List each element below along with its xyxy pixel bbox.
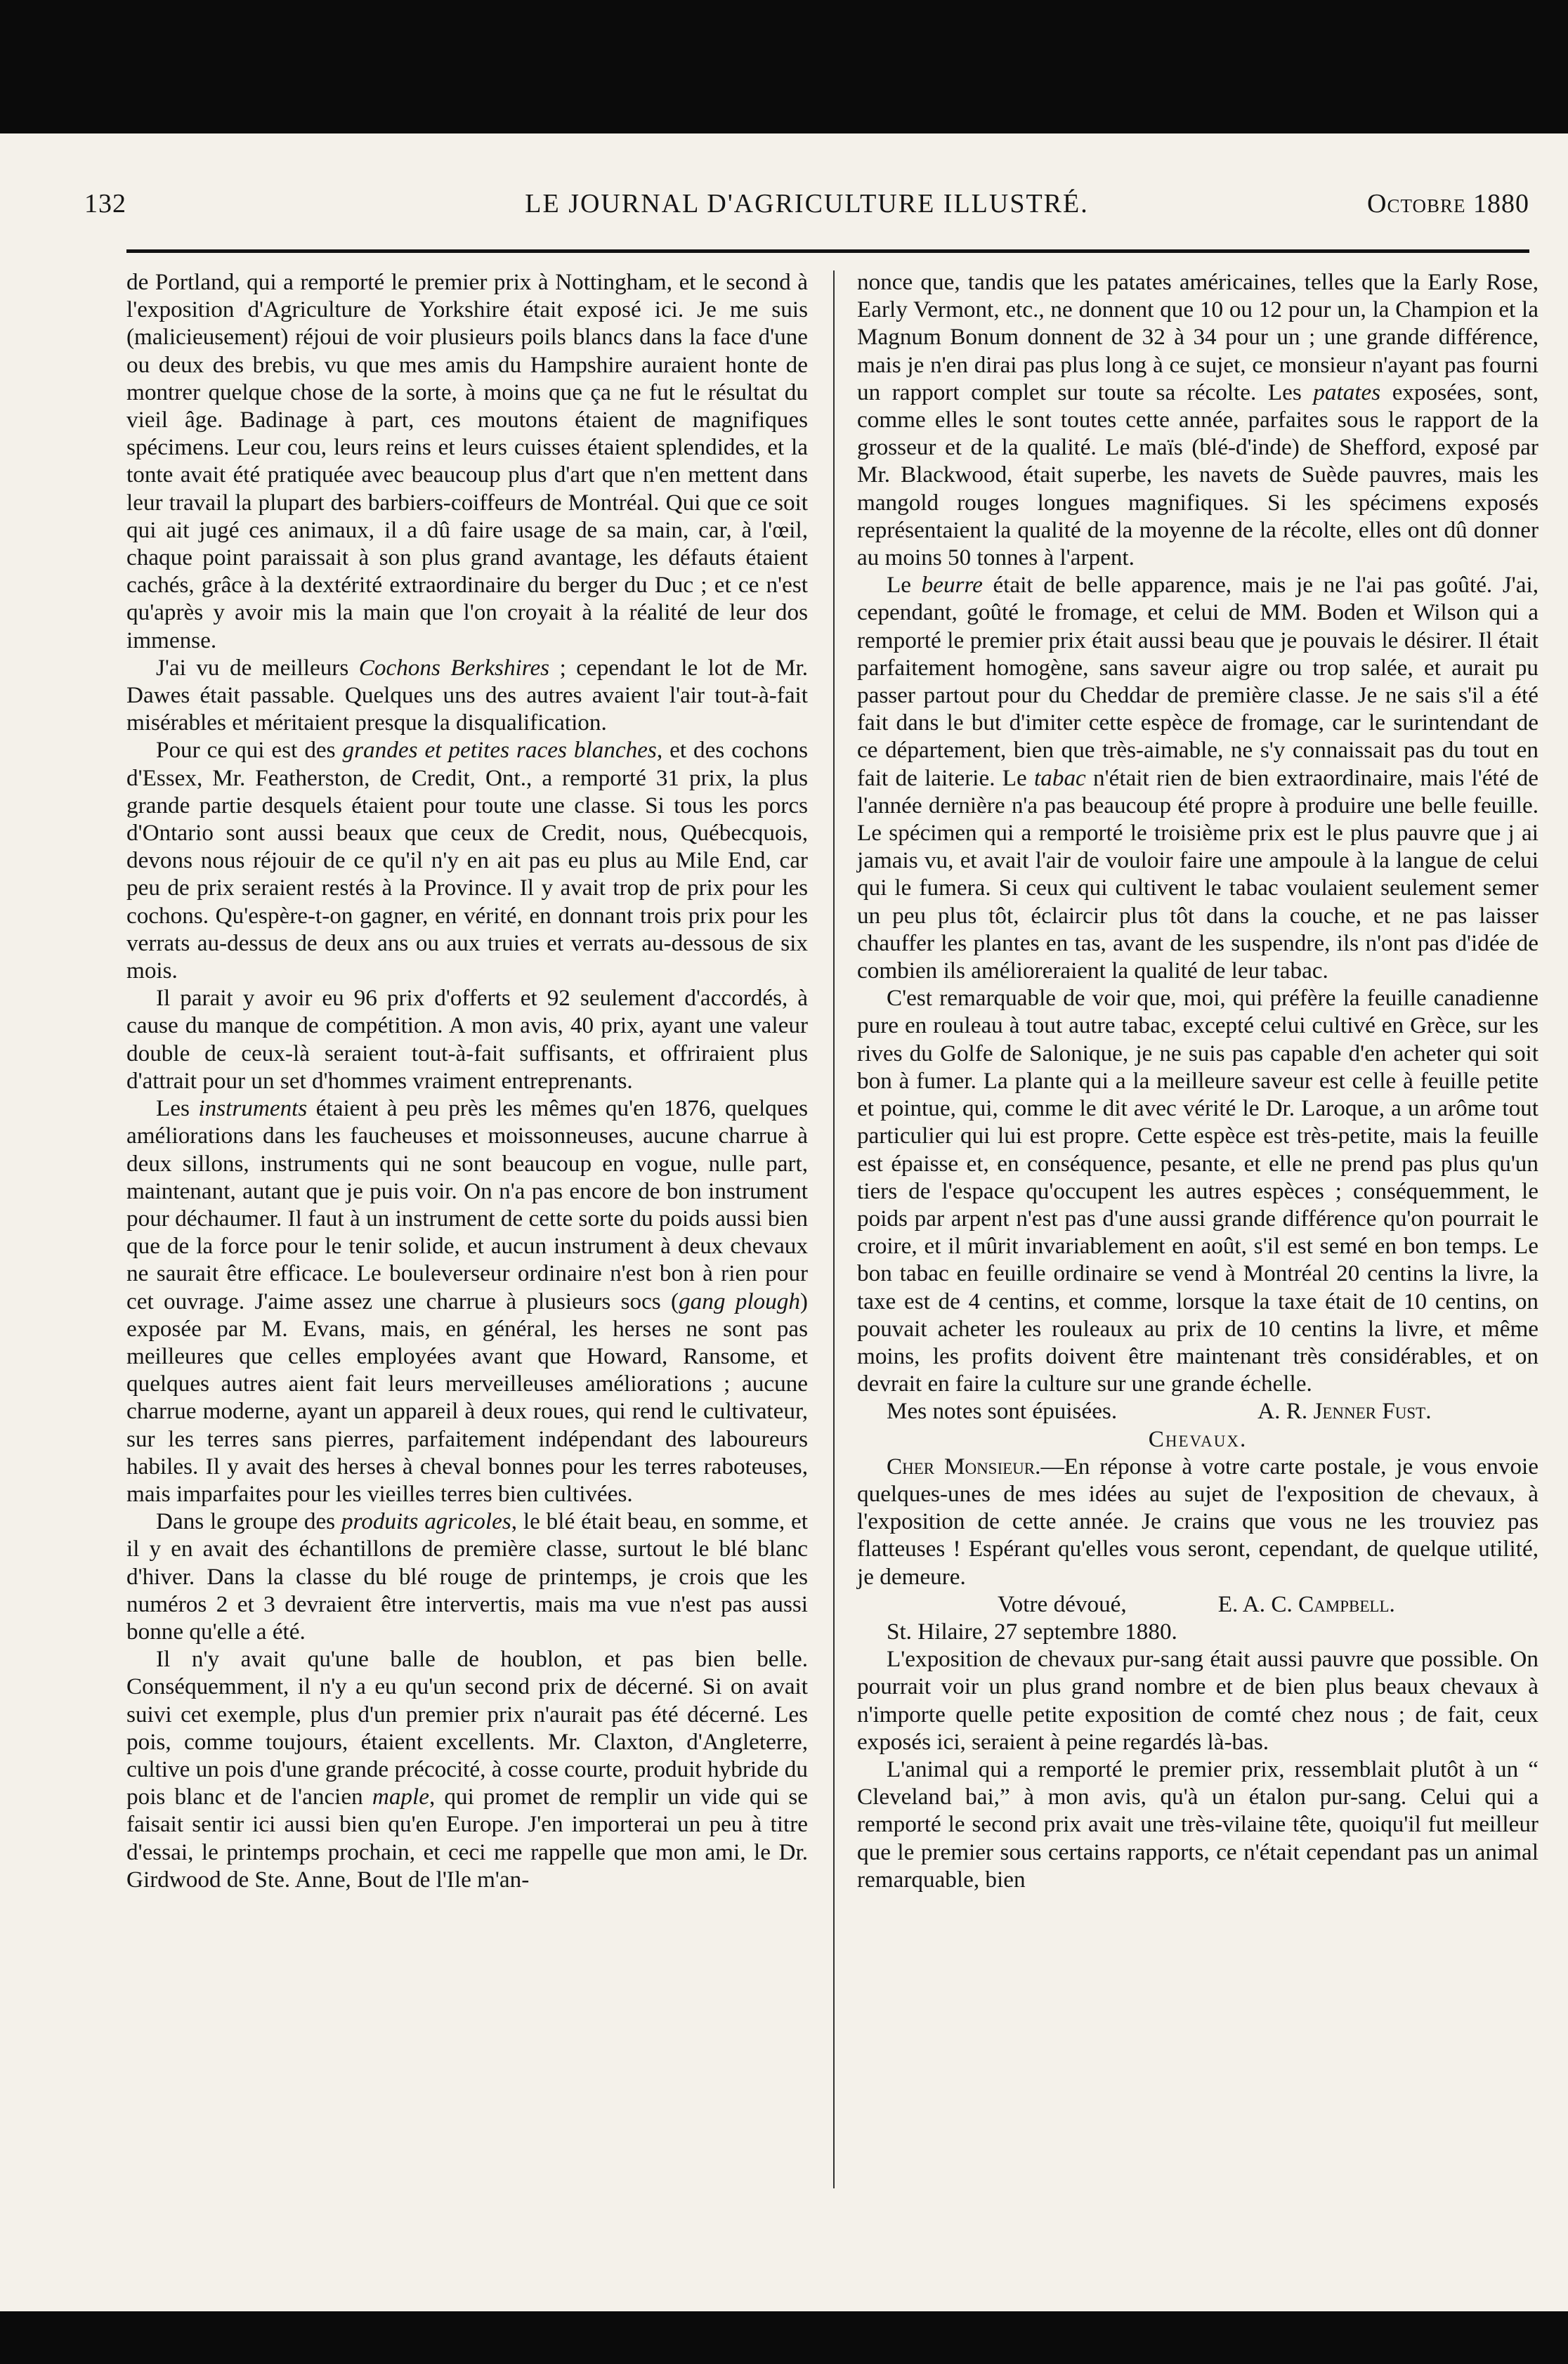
paragraph: Il parait y avoir eu 96 prix d'offerts et 92 seulement d'accordés, à cause du manque de compétition. A mon avis, 40 prix, ayant une valeur double de ceux-là seraient tout-à-fait suffisants, et offriraient plus d'attrait pour un set d'hommes vraiment entreprenants.	[126, 985, 808, 1094]
paragraph: L'exposition de chevaux pur-sang était aussi pauvre que possible. On pourrait voir un plus grand nombre et de bien plus beaux chevaux à n'importe quelle petite exposition de comté chez nous ; de fait, ceux exposés ici, seraient à peine regardés là-bas.	[857, 1646, 1538, 1755]
column-divider	[833, 270, 835, 2188]
issue-date: Octobre 1880	[1367, 189, 1529, 218]
scan-border-top	[0, 0, 1568, 133]
page-number: 132	[84, 189, 126, 218]
paragraph: nonce que, tandis que les patates américaines, telles que la Early Rose, Early Vermont, etc., ne donnent que 10 ou 12 pour un, la Champion et la Magnum Bonum donnent de 32 à 34 pour un ; une grande différence, mais je n'en dirai pas plus long à ce sujet, ce monsieur n'ayant pas fourni un rapport complet sur toute sa récolte. Les patates exposées, sont, comme elles le sont toutes cette année, parfaites sous le rapport de la grosseur et de la qualité. Le maïs (blé-d'inde) de Shefford, exposé par Mr. Blackwood, était superbe, les navets de Suède pauvres, mais les mangold rouges longues magnifiques. Si les spécimens exposés représentaient la qualité de la moyenne de la récolte, elles ont dû donner au moins 50 tonnes à l'arpent.	[857, 269, 1538, 571]
section-heading: Chevaux.	[1148, 1425, 1248, 1452]
right-column	[857, 268, 1538, 1893]
paragraph: L'animal qui a remporté le premier prix, ressemblait plutôt à un “ Cleveland bai,” à mon avis, qu'à un étalon pur-sang. Celui qui a remporté le second prix avait une très-vilaine tête, quoiqu'il fut meilleur que le premier sous certains rapports, ce n'était cependant pas un animal remarquable, bien	[857, 1756, 1538, 1893]
letter-signature: Votre dévoué, E. A. C. Campbell.	[998, 1591, 1395, 1617]
author-signature: Mes notes sont épuisées. A. R. Jenner Fust.	[887, 1398, 1432, 1425]
place-date: St. Hilaire, 27 septembre 1880.	[887, 1618, 1177, 1645]
left-column	[126, 268, 808, 1893]
paragraph: J'ai vu de meilleurs Cochons Berkshires ; cependant le lot de Mr. Dawes était passable. Quelques uns des autres avaient l'air tout-à-fait misérables et méritaient presque la disqualification.	[126, 654, 808, 736]
paragraph: Dans le groupe des produits agricoles, le blé était beau, en somme, et il y en avait des échantillons de première classe, surtout le blé blanc d'hiver. Dans la classe du blé rouge de printemps, je crois que les numéros 2 et 3 devraient être intervertis, mais ma vue n'est pas aussi bonne qu'elle a été.	[126, 1508, 808, 1645]
page-header	[84, 188, 1529, 230]
paragraph: Il n'y avait qu'une balle de houblon, et pas bien belle. Conséquemment, il n'y a eu qu'un second prix de décerné. Si on avait suivi cet exemple, plus d'un premier prix n'aurait pas été décerné. Les pois, comme toujours, étaient excellents. Mr. Claxton, d'Angleterre, cultive un pois d'une grande précocité, à cosse courte, produit hybride du pois blanc et de l'ancien maple, qui promet de remplir un vide qui se faisait sentir ici aussi bien qu'en Europe. J'en importerai un peu à titre d'essai, le printemps prochain, et ceci me rappelle que mon ami, le Dr. Girdwood de Ste. Anne, Bout de l'Ile m'an-	[126, 1646, 808, 1893]
paragraph: C'est remarquable de voir que, moi, qui préfère la feuille canadienne pure en rouleau à tout autre tabac, excepté celui cultivé en Grèce, sur les rives du Golfe de Salonique, je ne suis pas capable d'en acheter qui soit bon à fumer. La plante qui a la meilleure saveur est celle à feuille petite et pointue, qui, comme le dit avec vérité le Dr. Laroque, a un arôme tout particulier qui lui est propre. Cette espèce est très-petite, mais la feuille est épaisse et, en conséquence, pesante, et elle ne prend pas plus qu'un tiers de l'espace qu'occupent les autres espèces ; conséquemment, le poids par arpent n'est pas d'une aussi grande différence qu'on pourrait le croire, et il mûrit invariablement en août, s'il est semé en bon temps. Le bon tabac en feuille ordinaire se vend à Montréal 20 centins la livre, la taxe est de 4 centins, et comme, lorsque la taxe était de 10 centins, on pouvait acheter les rouleaux au prix de 10 centins la livre, et même moins, les profits doivent être maintenant très considérables, et on devrait en faire la culture sur une grande échelle.	[857, 985, 1538, 1397]
paragraph: de Portland, qui a remporté le premier prix à Nottingham, et le second à l'exposition d'Agriculture de Yorkshire était exposé ici. Je me suis (malicieusement) réjoui de voir plusieurs poils blancs dans la face d'une ou deux des brebis, vu que mes amis du Hampshire auraient honte de montrer quelque chose de la sorte, à moins que ça ne fut le résultat du vieil âge. Badinage à part, ces moutons étaient de magnifiques spécimens. Leur cou, leurs reins et leurs cuisses étaient splendides, et la tonte avait été pratiquée avec beaucoup plus d'art que n'en mettent dans leur travail la plupart des barbiers-coiffeurs de Montréal. Qui que ce soit qui ait jugé ces animaux, il a dû faire usage de sa main, car, à l'œil, chaque point paraissait à son plus grand avantage, les défauts étaient cachés, grâce à la dextérité extraordinaire du berger du Duc ; et ce n'est qu'après y avoir mis la main que l'on croyait à la réalité de leur dos immense.	[126, 269, 808, 653]
paragraph: Le beurre était de belle apparence, mais je ne l'ai pas goûté. J'ai, cependant, goûté le fromage, et celui de MM. Boden et Wilson qui a remporté le premier prix était aussi beau que je pouvais le désirer. Il était parfaitement homogène, sans saveur aigre ou trop salée, et aurait pu passer partout pour du Cheddar de première classe. Je ne sais s'il a été fait dans le but d'imiter cette espèce de fromage, car le surintendant de ce département, bien que très-aimable, ne s'y connaissait pas du tout en fait de laiterie. Le tabac n'était rien de bien extraordinaire, mais l'été de l'année dernière n'a pas beaucoup été propre à produire une belle feuille. Le spécimen qui a remporté le troisième prix est le plus pauvre que j ai jamais vu, et avait l'air de vouloir faire une ampoule à la langue de celui qui le fumera. Si ceux qui cultivent le tabac voulaient seulement semer un peu plus tôt, éclaircir plus tôt dans la couche, et ne pas laisser chauffer les plantes en tas, avant de les suspendre, ils n'ont pas d'idée de combien ils amélioreraient la qualité de leur tabac.	[857, 572, 1538, 984]
scan-border-bottom	[0, 2311, 1568, 2364]
paragraph: Les instruments étaient à peu près les mêmes qu'en 1876, quelques améliorations dans les faucheuses et moissonneuses, aucune charrue à deux sillons, instruments qui ne sont beaucoup en vogue, nulle part, maintenant, autant que je puis voir. On n'a pas encore de bon instrument pour déchaumer. Il faut à un instrument de cette sorte du poids aussi bien que de la force pour le tenir solide, et aucun instrument à deux chevaux ne saurait être efficace. Le bouleverseur ordinaire n'est bon à rien pour cet ouvrage. J'aime assez une charrue à plusieurs socs (gang plough) exposée par M. Evans, mais, en général, les herses ne sont pas meilleures que celles employées avant que Howard, Ransome, et quelques autres aient fait leurs merveilleuses améliorations ; aucune charrue moderne, ayant un appareil à deux roues, qui rend le cultivateur, sur les terres sans pierres, parfaitement indépendant des laboureurs habiles. Il y avait des herses à cheval bonnes pour les terres raboteuses, mais imparfaites pour les vieilles terres bien cultivées.	[126, 1095, 809, 1507]
paragraph: Pour ce qui est des grandes et petites races blanches, et des cochons d'Essex, Mr. Featherston, de Credit, Ont., a remporté 31 prix, la plus grande partie desquels étaient pour toute une classe. Si tous les porcs d'Ontario sont aussi beaux que ceux de Credit, nous, Québecquois, devons nous réjouir de ce qu'il n'y en ait pas eu plus au Mile End, car peu de prix seraient restés à la Province. Il y avait trop de prix pour les cochons. Qu'espère-t-on gagner, en vérité, en donnant trois prix pour les verrats au-dessus de deux ans ou aux truies et verrats au-dessous de six mois.	[126, 737, 808, 984]
header-rule	[126, 249, 1529, 253]
journal-title: LE JOURNAL D'AGRICULTURE ILLUSTRÉ.	[525, 189, 1089, 218]
letter-paragraph: Cher Monsieur.—En réponse à votre carte postale, je vous envoie quelques-unes de mes idées au sujet de l'exposition de chevaux, à l'exposition de cette année. Je crains que vous ne les trouviez pas flatteuses ! Espérant qu'elles vous seront, cependant, de quelque utilité, je demeure.	[857, 1453, 1538, 1590]
